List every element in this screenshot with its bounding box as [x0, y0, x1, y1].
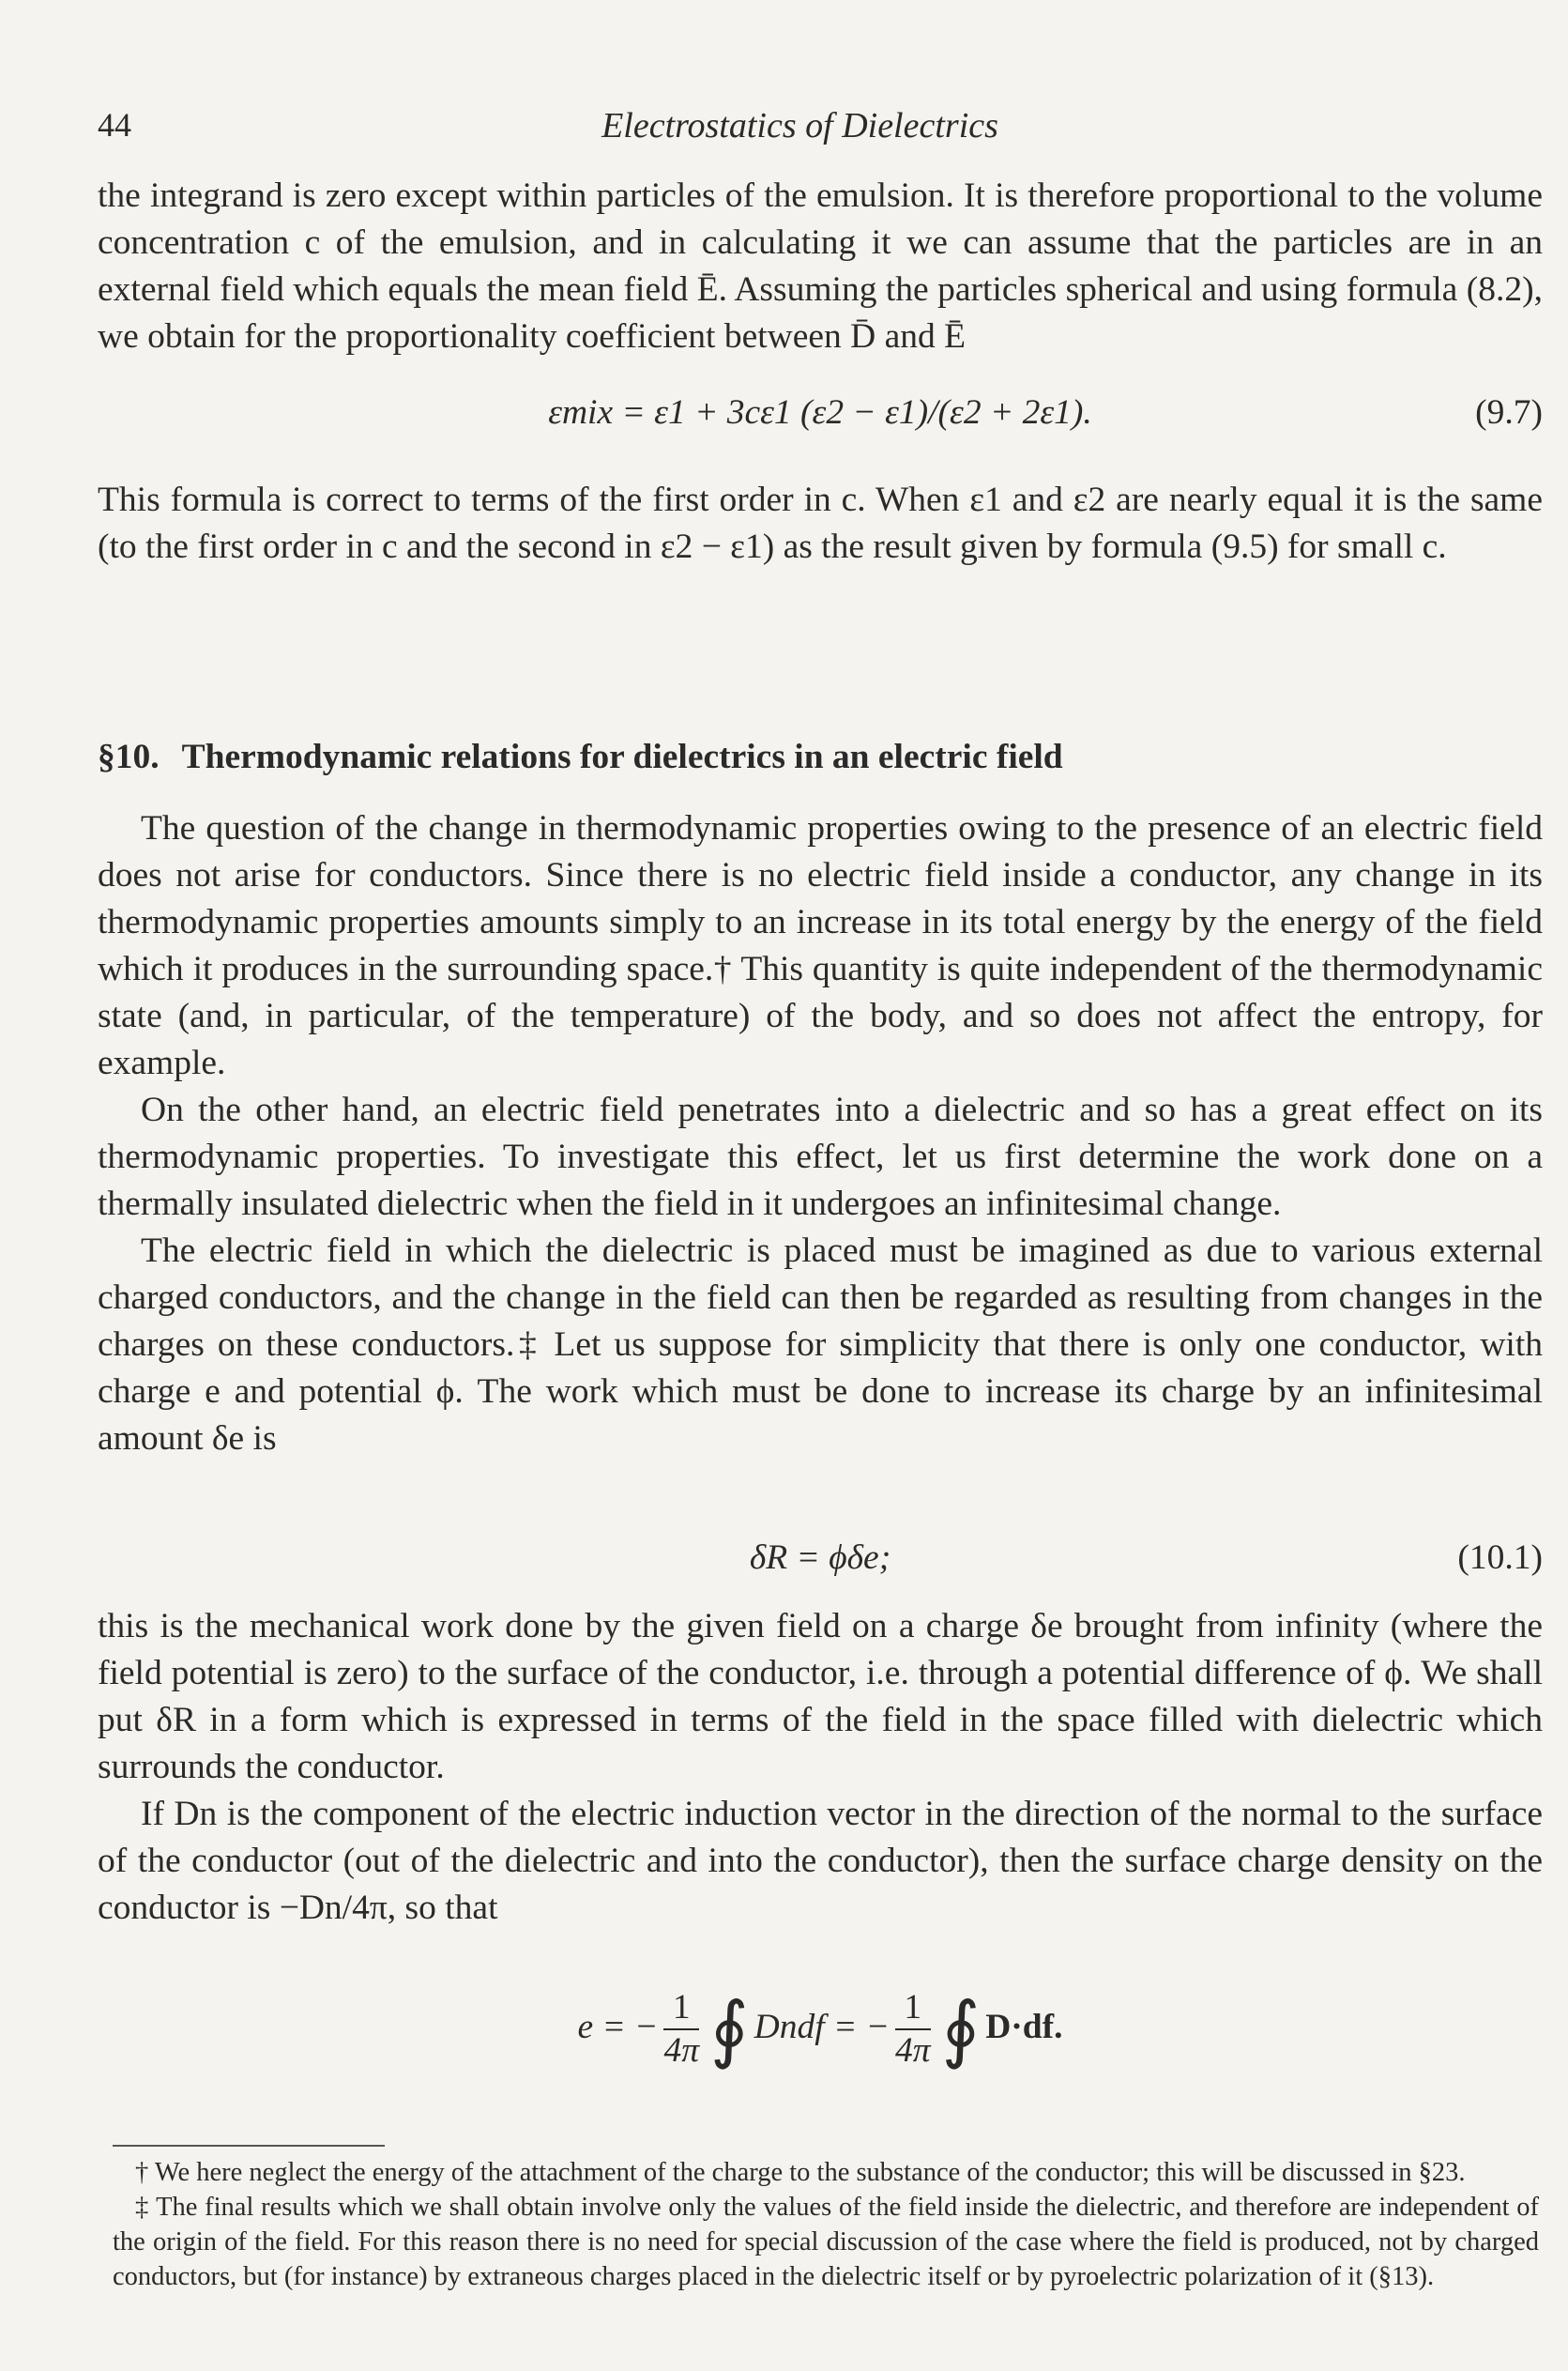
page-header: [98, 105, 1502, 154]
section-number: §10.: [98, 738, 160, 776]
contour-integral-sign: ∮: [710, 1988, 749, 2071]
equation-charge-integrand-2: D·df.: [985, 2008, 1063, 2046]
paragraph: On the other hand, an electric field penetrates into a dielectric and so has a great effect on its thermodynamic properties. To investigate this effect, let us first determine the work done on a thermally insulated dielectric when the field in it undergoes an infinitesimal change.: [98, 1091, 1543, 1223]
equation-charge-expression: [98, 1966, 1543, 2090]
contour-integral-sign: ∮: [941, 1988, 981, 2071]
equation-10-1-expression: δR = ϕδe;: [749, 1538, 891, 1577]
paragraph-dn-text: If Dn is the component of the electric induction vector in the direction of the normal to the surface of the conductor (out of the dielectric and into the conductor), then the surface charge density on the conductor is −Dn/4π, so that: [98, 1795, 1543, 1927]
footnote-rule: [113, 2145, 385, 2147]
equation-9-7: [98, 385, 1543, 441]
running-head: Electrostatics of Dielectrics: [601, 106, 998, 145]
fraction: $\frac{1}{4\pi}$: [895, 1988, 931, 2071]
intro-paragraph-text: the integrand is zero except within particles of the emulsion. It is therefore proportional to the volume concentration c of the emulsion, and in calculating it we can assume that the particles are in an external field which equals the mean field Ē. Assuming the particles spherical and using formula (8.2), we obtain for the proportionality coefficient between D̄ and Ē: [98, 176, 1543, 356]
paragraph-after-10-1-text: this is the mechanical work done by the given field on a charge δe brought from infinity (where the field potential is zero) to the surface of the conductor, i.e. through a potential difference of ϕ. We shall put δR in a form which is expressed in terms of the field in the space filled with dielectric which surrounds the conductor.: [98, 1607, 1543, 1786]
section-title: Thermodynamic relations for dielectrics in an electric field: [181, 738, 1063, 776]
paragraph-after-10-1: [98, 1603, 1543, 1932]
equation-9-7-expression: εmix = ε1 + 3cε1 (ε2 − ε1)/(ε2 + 2ε1).: [548, 393, 1092, 432]
footnotes: [113, 2155, 1539, 2294]
equation-9-7-number: (9.7): [1475, 393, 1543, 432]
equation-charge-lhs: e = −: [577, 2008, 659, 2046]
paragraph: The question of the change in thermodynamic properties owing to the presence of an electric field does not arise for conductors. Since there is no electric field inside a conductor, any change in its thermodynamic properties amounts simply to an increase in its total energy by the energy of the field which it produces in the surrounding space.† This quantity is quite independent of the thermodynamic state (and, in particular, of the temperature) of the body, and so does not affect the entropy, for example.: [98, 809, 1543, 1082]
footnote: ‡ The final results which we shall obtain involve only the values of the field inside the dielectric, and therefore are independent of the origin of the field. For this reason there is no need for special discussion of the case where the field is produced, not by charged conductors, but (for instance) by extraneous charges placed in the dielectric itself or by pyroelectric polarization of it (§13).: [113, 2193, 1539, 2291]
section-body: [98, 805, 1543, 1462]
intro-paragraph: [98, 173, 1543, 360]
page-number: 44: [98, 106, 131, 144]
fraction: $\frac{1}{4\pi}$: [663, 1988, 700, 2071]
equation-10-1: [98, 1530, 1543, 1586]
equation-10-1-number: (10.1): [1457, 1538, 1543, 1577]
paragraph-after-9-7-text: This formula is correct to terms of the first order in c. When ε1 and ε2 are nearly equal it is the same (to the first order in c and the second in ε2 − ε1) as the result given by formula (9.5) for small c.: [98, 481, 1543, 566]
paragraph: The electric field in which the dielectric is placed must be imagined as due to various external charged conductors, and the change in the field can then be regarded as resulting from changes in the charges on these conductors.‡ Let us suppose for simplicity that there is only one conductor, with charge e and potential ϕ. The work which must be done to increase its charge by an infinitesimal amount δe is: [98, 1231, 1543, 1458]
equation-charge-integrand-1: Dndf = −: [754, 2008, 891, 2046]
equation-charge: [98, 1966, 1543, 2088]
footnote: † We here neglect the energy of the attachment of the charge to the substance of the conductor; this will be discussed in §23.: [135, 2158, 1466, 2187]
section-heading: [98, 734, 1543, 781]
paragraph-after-9-7: [98, 477, 1543, 571]
